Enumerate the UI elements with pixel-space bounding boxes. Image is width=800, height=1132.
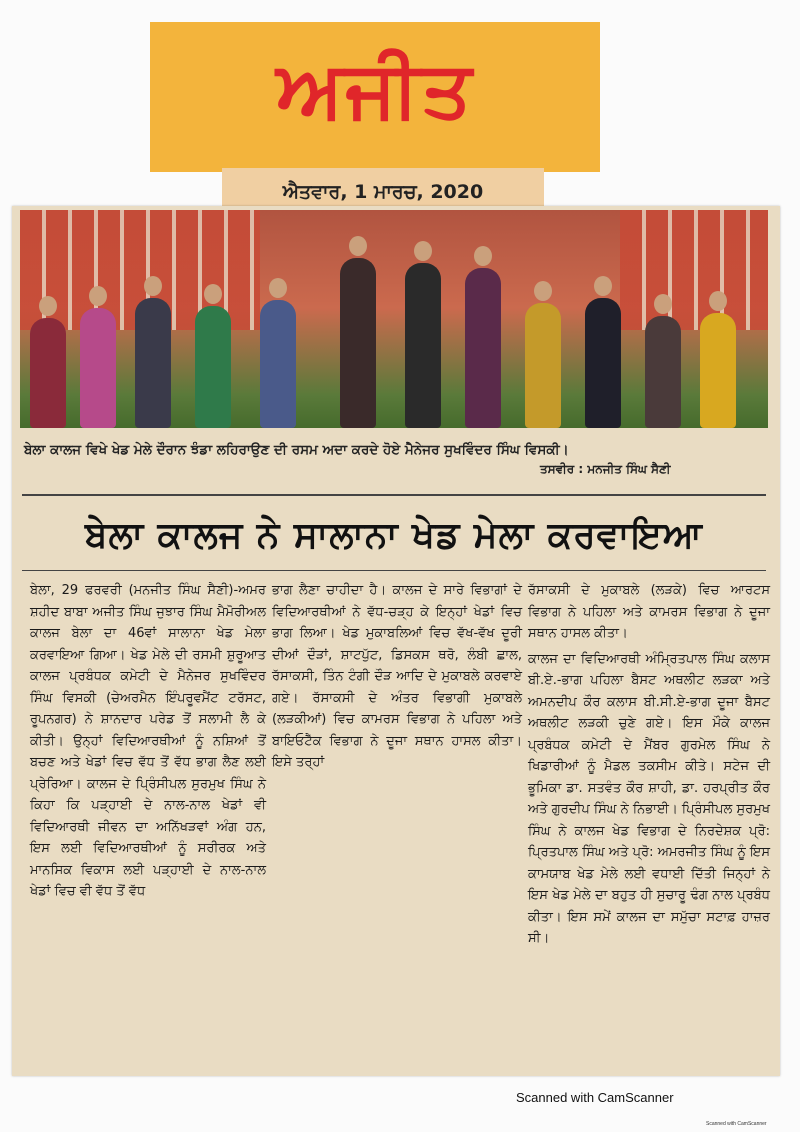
person-head bbox=[349, 236, 367, 256]
person-figure bbox=[195, 306, 231, 428]
paragraph: ਰੱਸਾਕਸੀ ਦੇ ਮੁਕਾਬਲੇ (ਲੜਕੇ) ਵਿਚ ਆਰਟਸ ਵਿਭਾਗ ਨੇ ਪਹਿਲਾ ਅਤੇ ਕਾਮਰਸ ਵਿਭਾਗ ਨੇ ਦੂਜਾ ਸਥਾਨ ਹਾਸਲ ਕੀਤਾ। bbox=[528, 583, 770, 641]
person-head bbox=[414, 241, 432, 261]
person-figure bbox=[340, 258, 376, 428]
divider bbox=[22, 494, 766, 496]
person-figure bbox=[465, 268, 501, 428]
paragraph: ਕਾਲਜ ਦਾ ਵਿਦਿਆਰਥੀ ਅੰਮ੍ਰਿਤਪਾਲ ਸਿੰਘ ਕਲਾਸ ਬੀ.ਏ.-ਭਾਗ ਪਹਿਲਾ ਬੈਸਟ ਅਥਲੀਟ ਲੜਕਾ ਅਤੇ ਅਮਨਦੀਪ ਕੌਰ ਕਲਾਸ ਬੀ.ਸੀ.ਏ-ਭਾਗ ਦੂਜਾ ਬੈਸਟ ਅਥਲੀਟ ਲੜਕੀ ਚੁਣੇ ਗਏ। ਇਸ ਮੌਕੇ ਕਾਲਜ ਪ੍ਰਬੰਧਕ ਕਮੇਟੀ ਦੇ ਮੈਂਬਰ ਗੁਰਮੇਲ ਸਿੰਘ ਨੇ ਖਿਡਾਰੀਆਂ ਨੂੰ ਮੈਡਲ ਤਕਸੀਮ ਕੀਤੇ। ਸਟੇਜ ਦੀ ਭੂਮਿਕਾ ਡਾ. ਸਤਵੰਤ ਕੌਰ ਸ਼ਾਹੀ, ਡਾ. ਹਰਪ੍ਰੀਤ ਕੌਰ ਅਤੇ ਗੁਰਦੀਪ ਸਿੰਘ ਨੇ ਨਿਭਾਈ। ਪ੍ਰਿੰਸੀਪਲ ਸੁਰਮੁਖ ਸਿੰਘ ਨੇ ਕਾਲਜ ਖੇਡ ਵਿਭਾਗ ਦੇ ਨਿਰਦੇਸ਼ਕ ਪ੍ਰੋ: ਪ੍ਰਿਤਪਾਲ ਸਿੰਘ ਅਤੇ ਪ੍ਰੋ: ਅਮਰਜੀਤ ਸਿੰਘ ਨੂੰ ਇਸ ਕਾਮਯਾਬ ਖੇਡ ਮੇਲੇ ਲਈ ਵਧਾਈ ਦਿੱਤੀ ਜਿਨ੍ਹਾਂ ਨੇ ਇਸ ਖੇਡ ਮੇਲੇ ਦਾ ਬਹੁਤ ਹੀ ਸੁਚਾਰੂ ਢੰਗ ਨਾਲ ਪ੍ਰਬੰਧ ਕੀਤਾ। ਇਸ ਸਮੇਂ ਕਾਲਜ ਦਾ ਸਮੁੱਚਾ ਸਟਾਫ਼ ਹਾਜ਼ਰ ਸੀ। bbox=[528, 651, 770, 946]
article-column-2 bbox=[272, 580, 522, 778]
person-head bbox=[89, 286, 107, 306]
person-head bbox=[269, 278, 287, 298]
person-head bbox=[594, 276, 612, 296]
person-head bbox=[709, 291, 727, 311]
newspaper-title: ਅਜੀਤ bbox=[276, 45, 474, 135]
person-head bbox=[144, 276, 162, 296]
person-figure bbox=[30, 318, 66, 428]
photo-caption: ਬੇਲਾ ਕਾਲਜ ਵਿਖੇ ਖੇਡ ਮੇਲੇ ਦੌਰਾਨ ਝੰਡਾ ਲਹਿਰਾਉਣ ਦੀ ਰਸਮ ਅਦਾ ਕਰਦੇ ਹੋਏ ਮੈਨੇਜਰ ਸੁਖਵਿੰਦਰ ਸਿੰਘ ਵਿਸਕੀ। bbox=[24, 442, 569, 458]
person-head bbox=[474, 246, 492, 266]
person-head bbox=[204, 284, 222, 304]
person-figure bbox=[525, 303, 561, 428]
person-figure bbox=[135, 298, 171, 428]
dateline: ਐਤਵਾਰ, 1 ਮਾਰਚ, 2020 bbox=[222, 168, 544, 216]
person-figure bbox=[405, 263, 441, 428]
person-head bbox=[654, 294, 672, 314]
masthead-banner bbox=[150, 22, 600, 172]
news-photo bbox=[20, 210, 768, 428]
paragraph: ਭਾਗ ਲੈਣਾ ਚਾਹੀਦਾ ਹੈ। ਕਾਲਜ ਦੇ ਸਾਰੇ ਵਿਭਾਗਾਂ ਦੇ ਵਿਦਿਆਰਥੀਆਂ ਨੇ ਵੱਧ-ਚੜ੍ਹ ਕੇ ਇਨ੍ਹਾਂ ਖੇਡਾਂ ਵਿਚ ਭਾਗ ਲਿਆ। ਖੇਡ ਮੁਕਾਬਲਿਆਂ ਵਿਚ ਵੱਖ-ਵੱਖ ਦੂਰੀ ਦੀਆਂ ਦੌੜਾਂ, ਸ਼ਾਟਪੁੱਟ, ਡਿਸਕਸ ਥਰੋ, ਲੰਬੀ ਛਾਲ, ਰੱਸਾਕਸੀ, ਤਿੰਨ ਟੰਗੀ ਦੌੜ ਆਦਿ ਦੇ ਮੁਕਾਬਲੇ ਕਰਵਾਏ ਗਏ। ਰੱਸਾਕਸੀ ਦੇ ਅੰਤਰ ਵਿਭਾਗੀ ਮੁਕਾਬਲੇ (ਲੜਕੀਆਂ) ਵਿਚ ਕਾਮਰਸ ਵਿਭਾਗ ਨੇ ਪਹਿਲਾ ਅਤੇ ਬਾਇਓਟੈੱਕ ਵਿਭਾਗ ਨੇ ਦੂਜਾ ਸਥਾਨ ਹਾਸਲ ਕੀਤਾ। ਇਸੇ ਤਰ੍ਹਾਂ bbox=[272, 583, 522, 770]
camscanner-watermark: Scanned with CamScanner bbox=[516, 1090, 674, 1105]
paragraph: ਬੇਲਾ, 29 ਫਰਵਰੀ (ਮਨਜੀਤ ਸਿੰਘ ਸੈਣੀ)-ਅਮਰ ਸ਼ਹੀਦ ਬਾਬਾ ਅਜੀਤ ਸਿੰਘ ਜੁਝਾਰ ਸਿੰਘ ਮੈਮੋਰੀਅਲ ਕਾਲਜ ਬੇਲਾ ਦਾ 46ਵਾਂ ਸਾਲਾਨਾ ਖੇਡ ਮੇਲਾ ਕਰਵਾਇਆ ਗਿਆ। ਖੇਡ ਮੇਲੇ ਦੀ ਰਸਮੀ ਸ਼ੁਰੂਆਤ ਕਾਲਜ ਪ੍ਰਬੰਧਕ ਕਮੇਟੀ ਦੇ ਮੈਨੇਜਰ ਸੁਖਵਿੰਦਰ ਸਿੰਘ ਵਿਸਕੀ (ਚੇਅਰਮੈਨ ਇੰਪਰੂਵਮੈਂਟ ਟਰੱਸਟ, ਰੂਪਨਗਰ) ਨੇ ਸ਼ਾਨਦਾਰ ਪਰੇਡ ਤੋਂ ਸਲਾਮੀ ਲੈ ਕੇ ਕੀਤੀ। ਉਨ੍ਹਾਂ ਵਿਦਿਆਰਥੀਆਂ ਨੂੰ ਨਸ਼ਿਆਂ ਤੋਂ ਬਚਣ ਅਤੇ ਖੇਡਾਂ ਵਿਚ ਵੱਧ ਤੋਂ ਵੱਧ ਭਾਗ ਲੈਣ ਲਈ ਪ੍ਰੇਰਿਆ। ਕਾਲਜ ਦੇ ਪ੍ਰਿੰਸੀਪਲ ਸੁਰਮੁਖ ਸਿੰਘ ਨੇ ਕਿਹਾ ਕਿ ਪੜ੍ਹਾਈ ਦੇ ਨਾਲ-ਨਾਲ ਖੇਡਾਂ ਵੀ ਵਿਦਿਆਰਥੀ ਜੀਵਨ ਦਾ ਅਨਿੱਖੜਵਾਂ ਅੰਗ ਹਨ, ਇਸ ਲਈ ਵਿਦਿਆਰਥੀਆਂ ਨੂੰ ਸਰੀਰਕ ਅਤੇ ਮਾਨਸਿਕ ਵਿਕਾਸ ਲਈ ਪੜ੍ਹਾਈ ਦੇ ਨਾਲ-ਨਾਲ ਖੇਡਾਂ ਵਿਚ ਵੀ ਵੱਧ ਤੋਂ ਵੱਧ bbox=[30, 583, 266, 899]
article-column-3 bbox=[528, 580, 770, 954]
article-headline: ਬੇਲਾ ਕਾਲਜ ਨੇ ਸਾਲਾਨਾ ਖੇਡ ਮੇਲਾ ਕਰਵਾਇਆ bbox=[85, 515, 703, 556]
tent-decoration bbox=[620, 210, 768, 330]
camscanner-watermark-small: Scanned with CamScanner bbox=[706, 1121, 767, 1127]
photo-credit: ਤਸਵੀਰ : ਮਨਜੀਤ ਸਿੰਘ ਸੈਣੀ bbox=[540, 462, 671, 476]
person-head bbox=[39, 296, 57, 316]
divider bbox=[22, 570, 766, 571]
person-figure bbox=[260, 300, 296, 428]
person-figure bbox=[585, 298, 621, 428]
person-figure bbox=[80, 308, 116, 428]
person-figure bbox=[700, 313, 736, 428]
article-column-1 bbox=[30, 580, 266, 907]
person-head bbox=[534, 281, 552, 301]
person-figure bbox=[645, 316, 681, 428]
